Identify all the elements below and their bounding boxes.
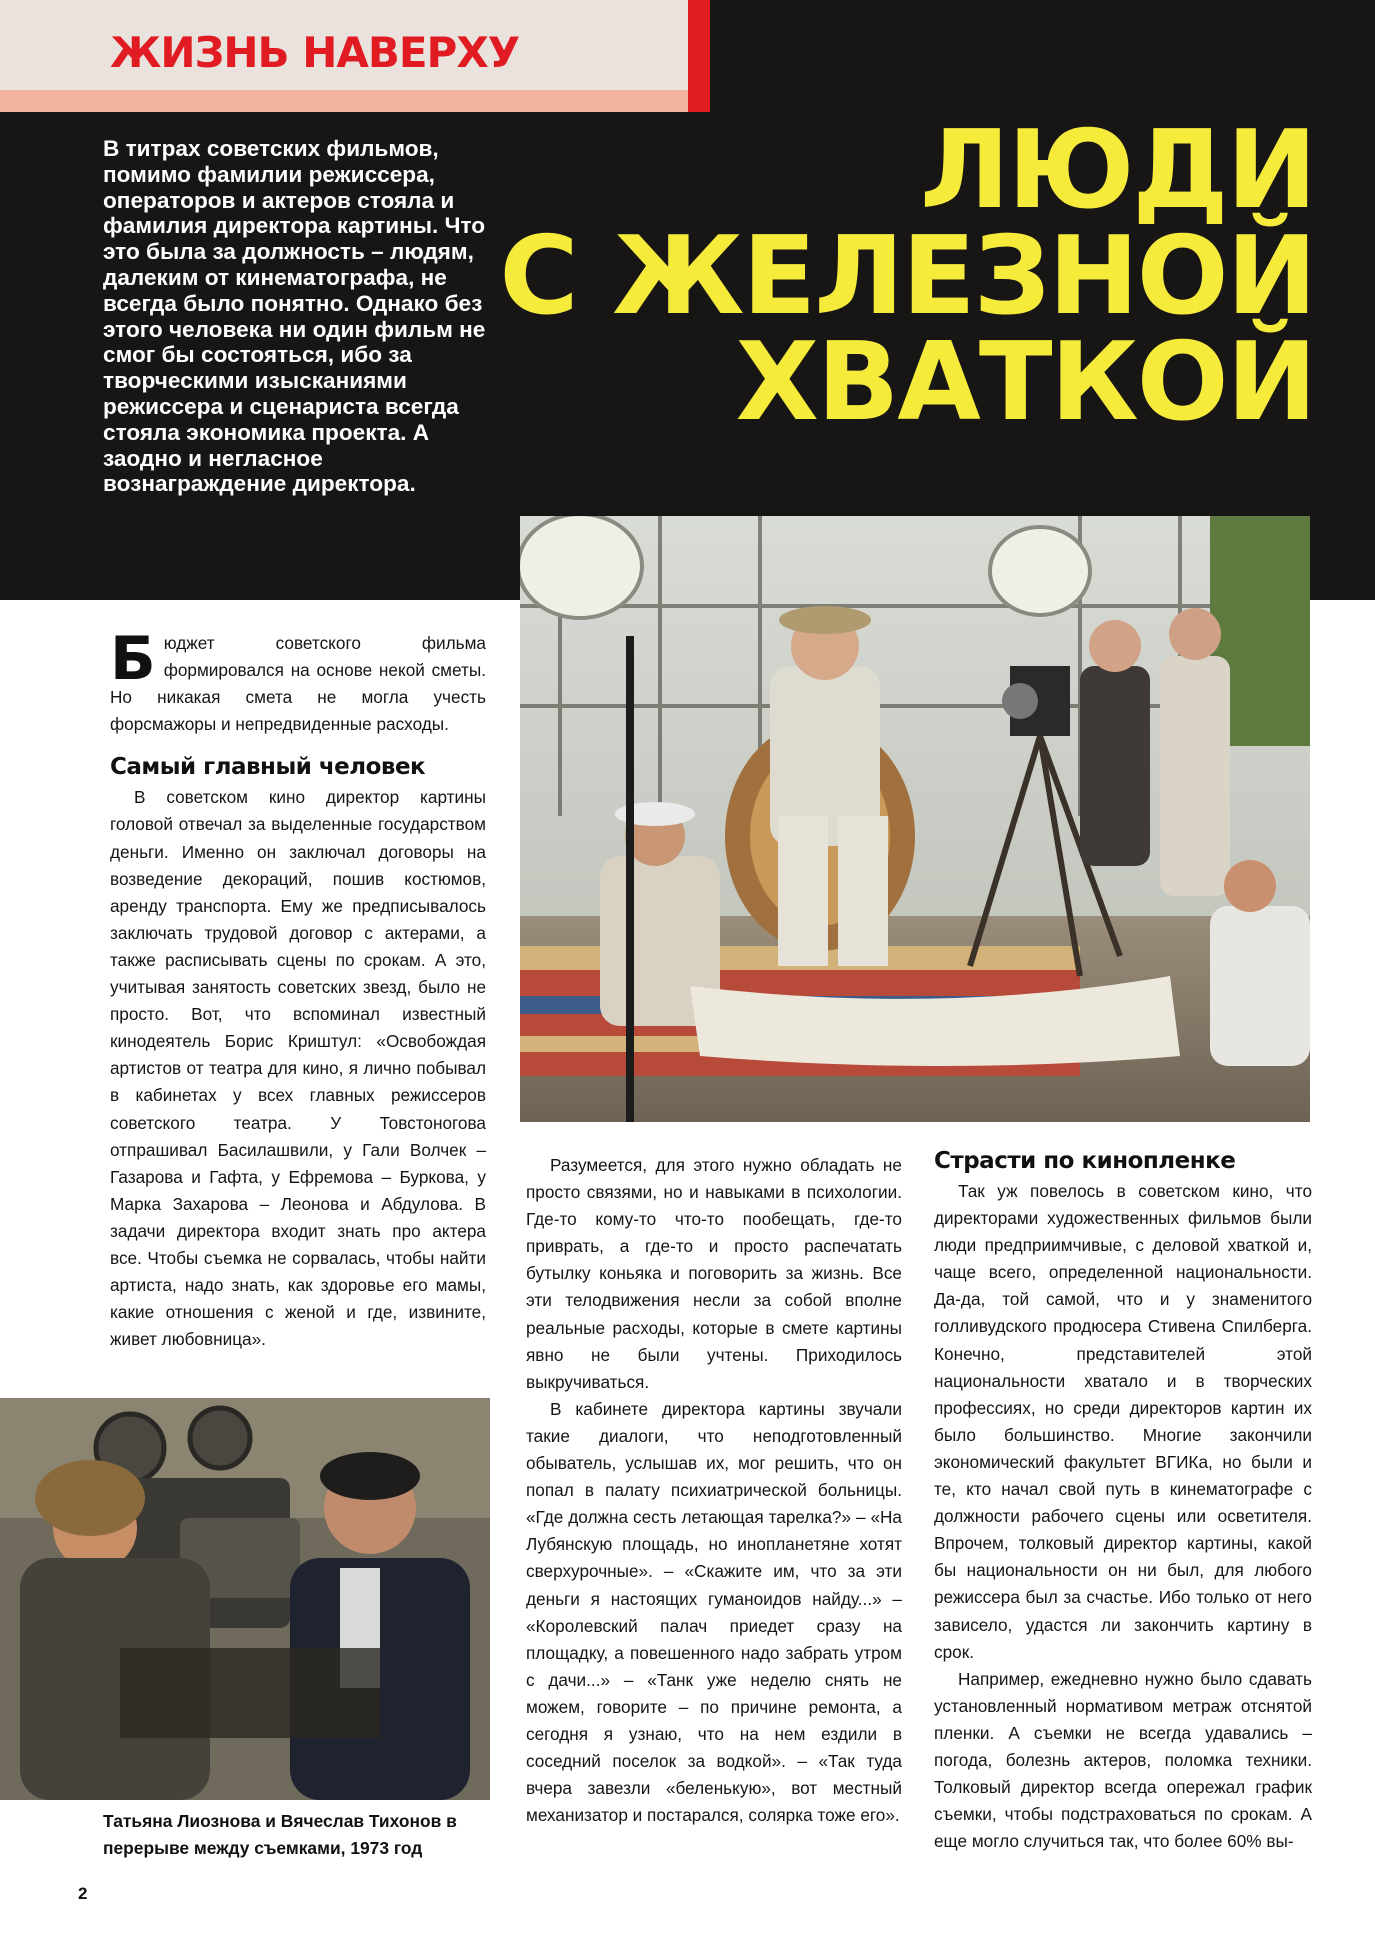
body-paragraph: Разумеется, для этого нужно обладать не просто связями, но и навыками в психологии. Где-то кому-то что-то пообещать, где-то приврать, а где-то и просто распечатать бутылку коньяка и поговорить за жизнь. Все эти телодвижения несли за собой вполне реальные расходы, которые в смете картины явно не были учтены. Приходилось выкручиваться. [526, 1155, 902, 1392]
section-heading-film-passions: Страсти по кинопленке [934, 1148, 1236, 1174]
column-3 [934, 1146, 1312, 1855]
body-paragraph: В кабинете директора картины звучали такие диалоги, что неподготовленный обыватель, услышав их, мог решить, что он попал в палату психиатрической больницы. «Где должна сесть летающая тарелка?» – «На Лубянскую площадь, но инопланетяне хотят сверхурочные». – «Скажите им, что за эти деньги я настоящих гуманоидов найду...» – «Королевский палач приедет сразу на площадку, а повешенного надо забрать утром с дачи...» – «Танк уже неделю снять не можем, говорите – по причине ремонта, а сегодня я узнаю, что на нем ездили в соседний поселок за водкой». – «Так туда вчера завезли «беленькую», вот местный механизатор и постарался, солярка тоже его». [526, 1398, 902, 1826]
headline-line-2: С ЖЕЛЕЗНОЙ [499, 214, 1315, 339]
intro-text: В титрах советских фильмов, помимо фамилии режиссера, операторов и актеров стояла и фамилия директора картины. Что это была за должность – людям, далеким от кинематографа, не всегда было понятно. Однако без этого человека ни один фильм не смог бы состояться, ибо за творческими изысканиями режиссера и сценариста всегда стояла экономика проекта. А заодно и негласное вознаграждение директора. [103, 136, 486, 497]
body-paragraph: Например, ежедневно нужно было сдавать установленный нормативом метраж отснятой пленки. А съемки не всегда удавались – погода, болезнь актеров, поломка техники. Толковый директор всегда опережал график съемки, чтобы подстраховаться по срокам. А еще могло случиться так, что более 60% вы- [934, 1668, 1312, 1852]
headline-line-1: ЛЮДИ [919, 108, 1315, 233]
article-headline [415, 108, 1315, 445]
photo-caption: Татьяна Лиознова и Вячеслав Тихонов в перерыве между съемками, 1973 год [103, 1811, 457, 1858]
lede-paragraph [110, 624, 486, 738]
page-number: 2 [78, 1884, 88, 1903]
headline-line-3: ХВАТКОЙ [735, 320, 1315, 445]
body-paragraph: Так уж повелось в советском кино, что директорами художественных фильмов были люди предприимчивые, с деловой хваткой и, чаще всего, определенной национальности. Да-да, той самой, что и у знаменитого голливудского продюсера Стивена Спилберга. Конечно, представителей этой национальности хватало и в творческих профессиях, но среди директоров картин их было большинство. Многие закончили экономический факультет ВГИКа, но были и те, кто начал свой путь в кинематографе с должности рабочего сцены или осветителя. Впрочем, толковый директор картины, какой бы национальности он ни был, для любого режиссера был за счастье. Ибо только от него зависело, удастся ли закончить картину в срок. [934, 1181, 1312, 1662]
lede-text: юджет советского фильма формировался на основе некой сметы. Но никакая смета не могла учесть форсмажоры и непредвиденные расходы. [110, 633, 486, 735]
rubric-bar-stripe [688, 0, 710, 112]
drop-cap: Б [110, 624, 156, 694]
column-1 [110, 624, 486, 1353]
column-2 [526, 1152, 902, 1829]
section-heading-main-person: Самый главный человек [110, 754, 426, 781]
body-paragraph: В советском кино директор картины головой отвечал за выделенные государством деньги. Именно он заключал договоры на возведение декораций, пошив костюмов, аренду транспорта. Ему же предписывалось заключать трудовой договор с актерами, а также расписывать сцены по срокам. А это, учитывая занятость советских звезд, было не просто. Вот, что вспоминал известный кинодеятель Борис Криштул: «Освобождая артистов от театра для кино, я лично побывал в кабинетах у всех главных режиссеров советского театра. У Товстоногова отпрашивал Басилашвили, у Гали Волчек – Газарова и Гафта, у Ефремова – Буркова, у Марка Захарова – Леонова и Абдулова. В задачи директора входит знать про актера все. Чтобы съемка не сорвалась, чтобы найти артиста, надо знать, как здоровье его мамы, какие отношения с женой и где, извините, живет любовница». [110, 787, 486, 1350]
film-set-photo [520, 516, 1310, 1122]
rubric-title: ЖИЗНЬ НАВЕРХУ [110, 28, 520, 77]
liosnova-tikhonov-photo [0, 1398, 490, 1800]
